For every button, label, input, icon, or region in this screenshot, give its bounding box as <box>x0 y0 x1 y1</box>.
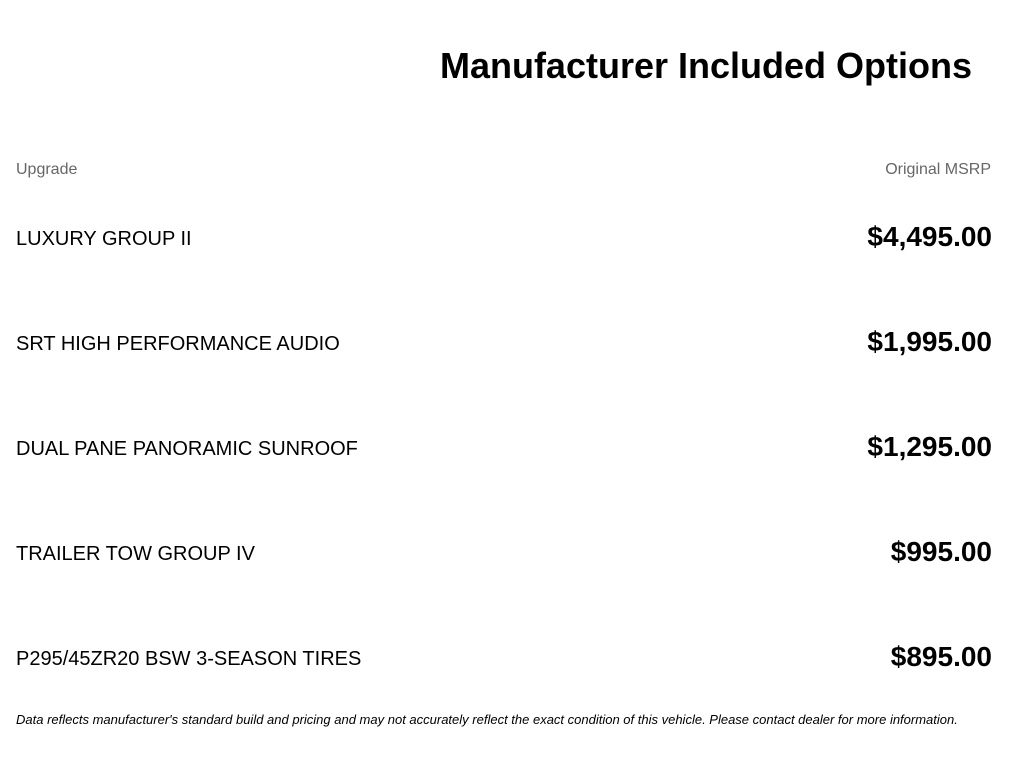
option-row <box>16 200 992 305</box>
option-price: $1,995.00 <box>867 326 992 357</box>
option-name: TRAILER TOW GROUP IV <box>16 543 255 565</box>
option-name: P295/45ZR20 BSW 3-SEASON TIRES <box>16 648 362 670</box>
option-row <box>16 515 992 620</box>
option-price: $4,495.00 <box>867 221 992 252</box>
msrp-column-header: Original MSRP <box>885 161 991 178</box>
option-price: $995.00 <box>890 536 992 567</box>
option-row <box>16 305 992 410</box>
option-row <box>16 410 992 515</box>
upgrade-column-header: Upgrade <box>16 161 78 178</box>
option-price: $1,295.00 <box>867 431 992 462</box>
option-price: $895.00 <box>890 641 992 672</box>
option-name: DUAL PANE PANORAMIC SUNROOF <box>16 438 358 460</box>
disclaimer-text: Data reflects manufacturer's standard build and pricing and may not accurately reflect the exact condition of this vehicle. Please contact dealer for more information. <box>16 712 958 727</box>
option-row <box>16 620 992 725</box>
options-list <box>16 200 992 725</box>
option-name: SRT HIGH PERFORMANCE AUDIO <box>16 333 340 355</box>
page-title: Manufacturer Included Options <box>439 45 972 86</box>
option-name: LUXURY GROUP II <box>16 228 192 250</box>
